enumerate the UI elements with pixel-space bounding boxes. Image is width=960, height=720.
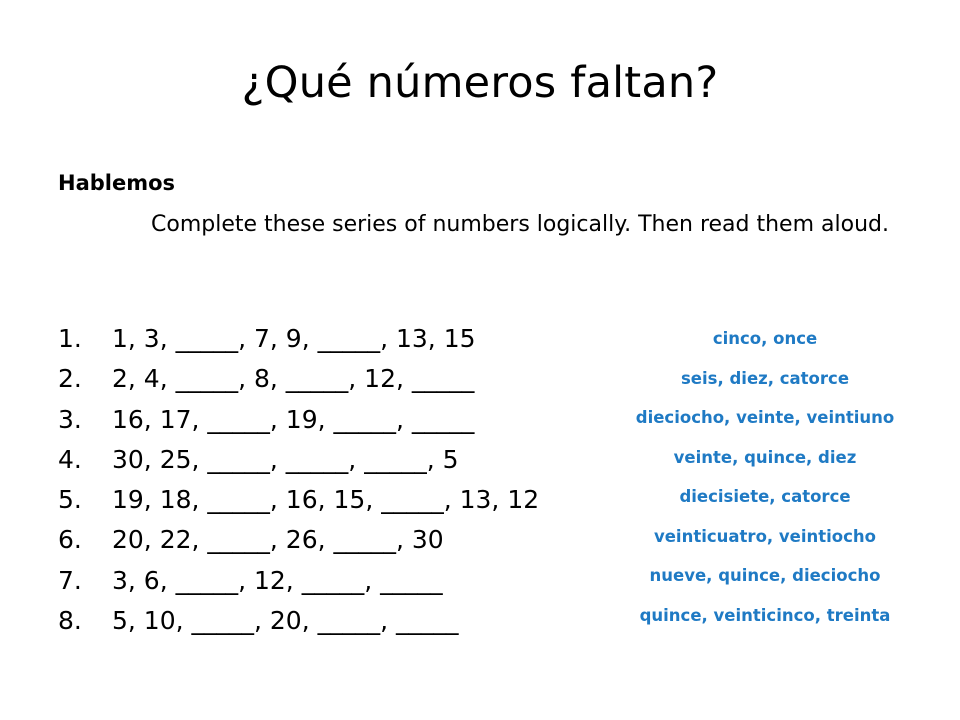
item-number: 3. [58,404,82,434]
section-heading: Hablemos [58,171,176,195]
series-text: 5, 10, _____, 20, _____, _____ [112,606,459,636]
series-text: 19, 18, _____, 16, 15, _____, 13, 12 [112,485,540,515]
item-number: 7. [58,565,82,595]
answer-item: cinco, once [712,329,818,348]
number-series-list [58,319,618,641]
series-item [58,400,618,440]
item-number: 2. [58,364,82,394]
item-number: 4. [58,444,82,474]
answer-item: dieciocho, veinte, veintiuno [635,408,895,427]
item-number: 1. [58,324,82,353]
series-text: 20, 22, _____, 26, _____, 30 [112,525,444,555]
series-text: 3, 6, _____, 12, _____, _____ [112,565,443,595]
item-number: 5. [58,485,82,515]
item-number: 6. [58,525,82,555]
answer-item: seis, diez, catorce [680,368,850,388]
series-text: 30, 25, _____, _____, _____, 5 [112,444,459,474]
slide-title: ¿Qué números faltan? [241,58,719,108]
answer-key-list [600,324,930,640]
series-text: 2, 4, _____, 8, _____, 12, _____ [112,364,475,394]
item-number: 8. [58,606,82,636]
answer-item: diecisiete, catorce [679,487,851,506]
series-item [58,561,618,601]
instructions-text: Complete these series of numbers logically. Then read them aloud. [151,212,889,237]
series-item [58,480,618,520]
answer-item: veinticuatro, veintiocho [653,526,877,546]
series-item [58,440,618,480]
series-item [58,359,618,399]
answer-item: nueve, quince, dieciocho [649,566,881,585]
answer-item: quince, veinticinco, treinta [639,605,891,625]
series-text: 16, 17, _____, 19, _____, _____ [112,404,475,434]
series-item [58,601,618,641]
series-item [58,319,618,359]
series-item [58,520,618,560]
series-text: 1, 3, _____, 7, 9, _____, 13, 15 [112,324,476,353]
answer-item: veinte, quince, diez [673,447,857,467]
